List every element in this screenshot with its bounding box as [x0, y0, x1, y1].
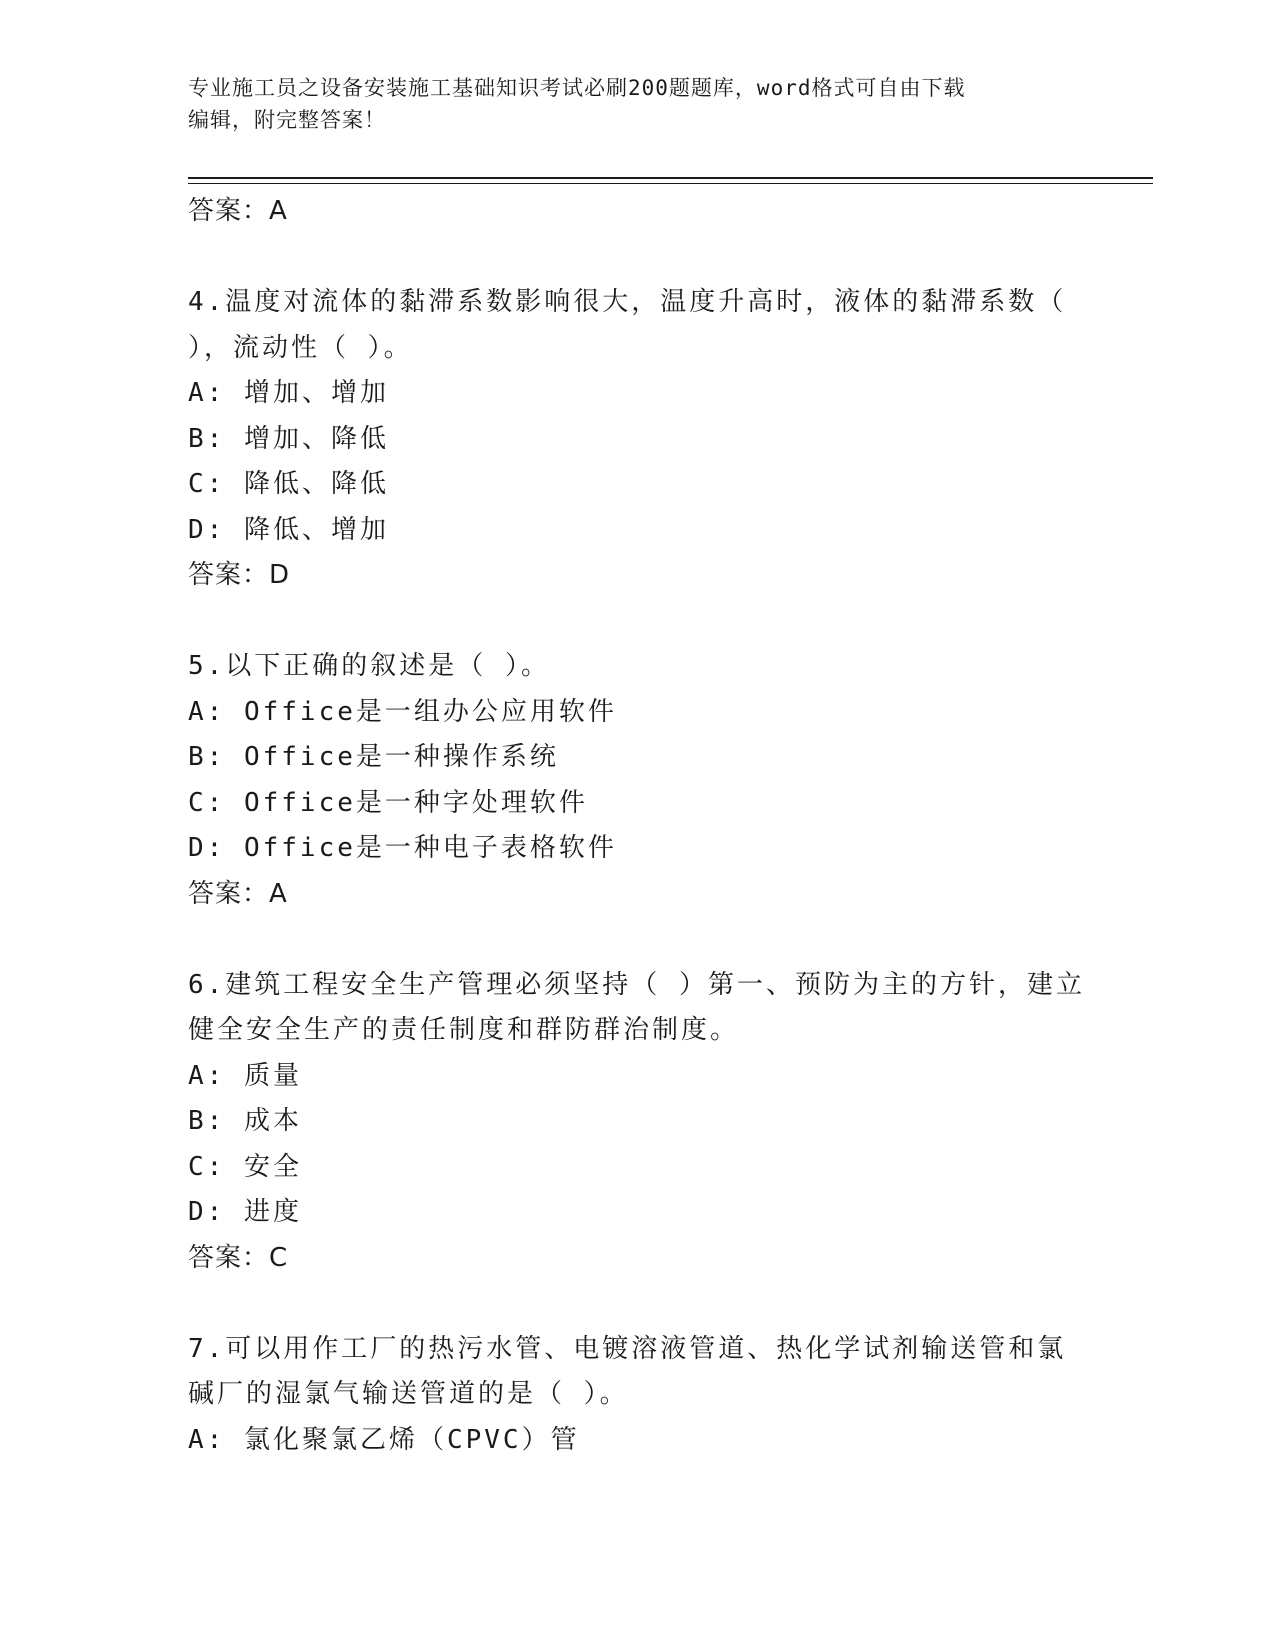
spacer	[188, 599, 1088, 645]
question-5-option-a: A: Office是一组办公应用软件	[188, 696, 617, 727]
header-divider-thick	[188, 177, 1153, 179]
question-4	[188, 280, 1088, 599]
question-4-option-b: B: 增加、降低	[188, 423, 389, 454]
question-6-option-b: B: 成本	[188, 1106, 302, 1136]
question-7	[188, 1327, 1088, 1464]
question-6	[188, 963, 1088, 1282]
question-4-answer: 答案：D	[188, 560, 291, 590]
question-7-stem-line-1: 7.可以用作工厂的热污水管、电镀溶液管道、热化学试剂输送管和氯	[188, 1333, 1067, 1364]
question-5-stem-line-1: 5.以下正确的叙述是（ ）。	[188, 651, 550, 681]
header-divider-thin	[188, 183, 1153, 184]
document-header	[188, 72, 1068, 136]
question-6-option-a: A: 质量	[188, 1060, 302, 1091]
spacer	[188, 235, 1088, 281]
question-5-answer: 答案：A	[188, 878, 288, 909]
question-4-option-d: D: 降低、增加	[188, 514, 389, 545]
question-7-stem-line-2: 碱厂的湿氯气输送管道的是（ ）。	[188, 1379, 629, 1409]
question-6-option-c: C: 安全	[188, 1151, 302, 1182]
question-6-option-d: D: 进度	[188, 1197, 302, 1227]
question-6-stem-line-1: 6.建筑工程安全生产管理必须坚持（ ）第一、预防为主的方针，建立	[188, 969, 1085, 1000]
question-4-stem-line-2: ），流动性（ ）。	[188, 332, 413, 363]
question-6-stem-line-2: 健全安全生产的责任制度和群防群治制度。	[188, 1015, 740, 1045]
question-7-option-a: A: 氯化聚氯乙烯（CPVC）管	[188, 1424, 580, 1455]
question-5-option-d: D: Office是一种电子表格软件	[188, 833, 617, 863]
header-line-2: 编辑，附完整答案！	[188, 108, 386, 132]
question-5-option-c: C: Office是一种字处理软件	[188, 787, 588, 818]
spacer	[188, 917, 1088, 963]
question-5-option-b: B: Office是一种操作系统	[188, 742, 559, 772]
question-4-option-c: C: 降低、降低	[188, 469, 389, 499]
question-list	[188, 189, 1088, 1463]
answer-3: 答案：A	[188, 196, 288, 226]
question-5	[188, 644, 1088, 917]
question-6-answer: 答案：C	[188, 1242, 289, 1273]
question-4-stem-line-1: 4.温度对流体的黏滞系数影响很大，温度升高时，液体的黏滞系数（	[188, 287, 1067, 317]
spacer	[188, 1281, 1088, 1327]
header-line-1: 专业施工员之设备安装施工基础知识考试必刷200题题库，word格式可自由下载	[188, 76, 966, 100]
question-4-option-a: A: 增加、增加	[188, 378, 389, 408]
